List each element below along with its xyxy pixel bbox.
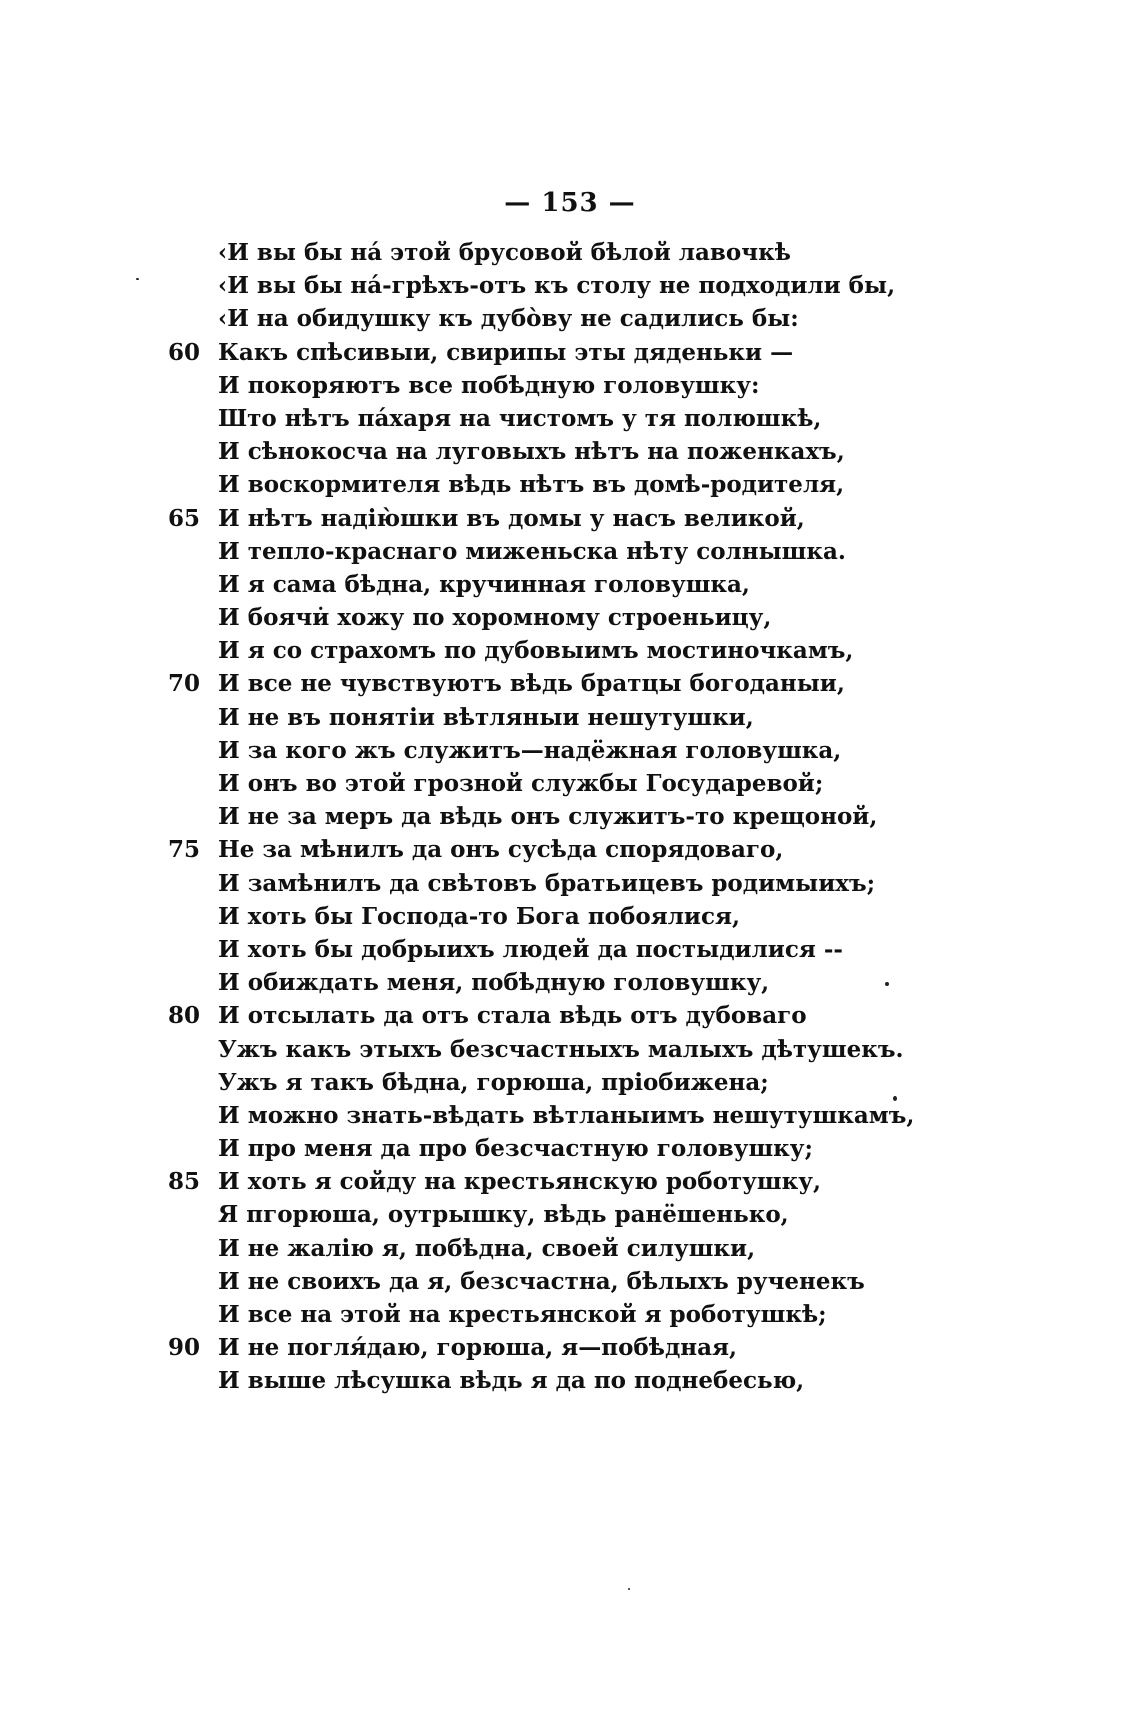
verse-line — [168, 966, 1068, 999]
verse-line — [168, 667, 1068, 700]
line-number: 75 — [168, 836, 201, 864]
verse-line — [168, 535, 1068, 568]
verse-line — [168, 601, 1068, 634]
line-text: И хоть я сойду на крестьянскую роботушку, — [218, 1168, 821, 1196]
verse-line — [168, 1099, 1068, 1132]
line-text: И хоть бы Господа-то Бога побоялися, — [218, 902, 740, 930]
line-text: И за кого жъ служитъ—надёжная головушка, — [218, 736, 842, 764]
verse-line — [168, 867, 1068, 900]
line-text: И все не чувствуютъ вѣдь братцы богоданыи, — [218, 670, 845, 698]
line-text: И выше лѣсушка вѣдь я да по поднебесью, — [218, 1367, 805, 1395]
line-text: И не за меръ да вѣдь онъ служитъ-то крещоной, — [218, 803, 878, 831]
verse-line — [168, 900, 1068, 933]
line-text: И сѣнокосча на луговыхъ нѣтъ на поженкахъ, — [218, 438, 845, 466]
line-number: 70 — [168, 670, 201, 698]
verse-line — [168, 1364, 1068, 1397]
poem-text — [168, 236, 1068, 1398]
page-number: — 153 — — [504, 188, 636, 218]
verse-line — [168, 236, 1068, 269]
line-text: ‹И вы бы на́-грѣхъ-отъ къ столу не подходили бы, — [218, 272, 896, 300]
verse-line — [168, 502, 1068, 535]
verse-line — [168, 402, 1068, 435]
line-text: И отсылать да отъ стала вѣдь отъ дубоваго — [218, 1002, 807, 1030]
line-text: И не погля́даю, горюша, я—побѣдная, — [218, 1334, 738, 1362]
line-text: И не въ понятіи вѣтляныи нешутушки, — [218, 703, 754, 731]
scan-speck — [893, 1096, 897, 1101]
line-text: ‹И на обидушку къ дубо̀ву не садились бы: — [218, 305, 799, 333]
scan-speck — [885, 982, 889, 986]
verse-line — [168, 634, 1068, 667]
line-text: И обиждать меня, побѣдную головушку, — [218, 969, 770, 997]
verse-line — [168, 1298, 1068, 1331]
verse-line — [168, 336, 1068, 369]
verse-line — [168, 1132, 1068, 1165]
line-text: И про меня да про безсчастную головушку; — [218, 1135, 813, 1163]
line-number: 85 — [168, 1168, 201, 1196]
line-text: И замѣнилъ да свѣтовъ братьицевъ родимыихъ; — [218, 869, 876, 897]
verse-line — [168, 369, 1068, 402]
verse-line — [168, 1232, 1068, 1265]
verse-line — [168, 999, 1068, 1032]
verse-line — [168, 568, 1068, 601]
line-text: И все на этой на крестьянской я роботушкѣ; — [218, 1301, 827, 1328]
line-number: 90 — [168, 1334, 201, 1362]
verse-line — [168, 767, 1068, 800]
verse-line — [168, 269, 1068, 302]
line-text: И можно знать-вѣдать вѣтланыимъ нешутушкамъ, — [218, 1101, 915, 1129]
line-number: 80 — [168, 1002, 201, 1030]
verse-line — [168, 468, 1068, 501]
line-text: И хоть бы добрыихъ людей да постыдилися -- — [218, 935, 843, 963]
verse-line — [168, 1198, 1068, 1231]
scan-speck — [136, 278, 139, 280]
line-text: И воскормителя вѣдь нѣтъ въ домѣ-родителя, — [218, 471, 845, 499]
verse-line — [168, 435, 1068, 468]
line-text: Какъ спѣсивыи, свирипы эты дяденьки — — [218, 338, 794, 366]
line-number: 65 — [168, 504, 201, 532]
line-number: 60 — [168, 338, 201, 366]
verse-line — [168, 302, 1068, 335]
verse-line — [168, 933, 1068, 966]
verse-line — [168, 1331, 1068, 1364]
line-text: И нѣтъ надію̀шки въ домы у насъ великой, — [218, 504, 805, 532]
line-text: И я со страхомъ по дубовыимъ мостиночкамъ, — [218, 637, 854, 665]
verse-line — [168, 1265, 1068, 1298]
verse-line — [168, 800, 1068, 833]
line-text: И покоряютъ все побѣдную головушку: — [218, 371, 760, 399]
line-text: И онъ во этой грозной службы Государевой; — [218, 770, 824, 797]
line-text: И боячи̇ хожу по хоромному строеньицу, — [218, 604, 772, 632]
line-text: И не своихъ да я, безсчастна, бѣлыхъ рученекъ — [218, 1267, 865, 1295]
line-text: Не за мѣнилъ да онъ сусѣда спорядоваго, — [218, 836, 784, 864]
line-text: И тепло-краснаго миженьска нѣту солнышка. — [218, 537, 846, 565]
verse-line — [168, 833, 1068, 866]
line-text: Ужъ какъ этыхъ безсчастныхъ малыхъ дѣтушекъ. — [218, 1035, 904, 1063]
verse-line — [168, 1165, 1068, 1198]
line-text: И я сама бѣдна, кручинная головушка, — [218, 570, 750, 598]
line-text: Што нѣтъ па́харя на чистомъ у тя полюшкѣ, — [218, 404, 822, 432]
line-text: Ужъ я такъ бѣдна, горюша, пріобижена; — [218, 1068, 769, 1096]
scan-speck — [628, 1588, 630, 1590]
verse-line — [168, 734, 1068, 767]
verse-line — [168, 701, 1068, 734]
verse-line — [168, 1066, 1068, 1099]
line-text: ‹И вы бы на́ этой брусовой бѣлой лавочкѣ — [218, 239, 791, 266]
verse-line — [168, 1033, 1068, 1066]
line-text: И не жалію я, побѣдна, своей силушки, — [218, 1234, 756, 1262]
line-text: Я пгорюша, оутрышку, вѣдь ранёшенько, — [218, 1201, 789, 1229]
